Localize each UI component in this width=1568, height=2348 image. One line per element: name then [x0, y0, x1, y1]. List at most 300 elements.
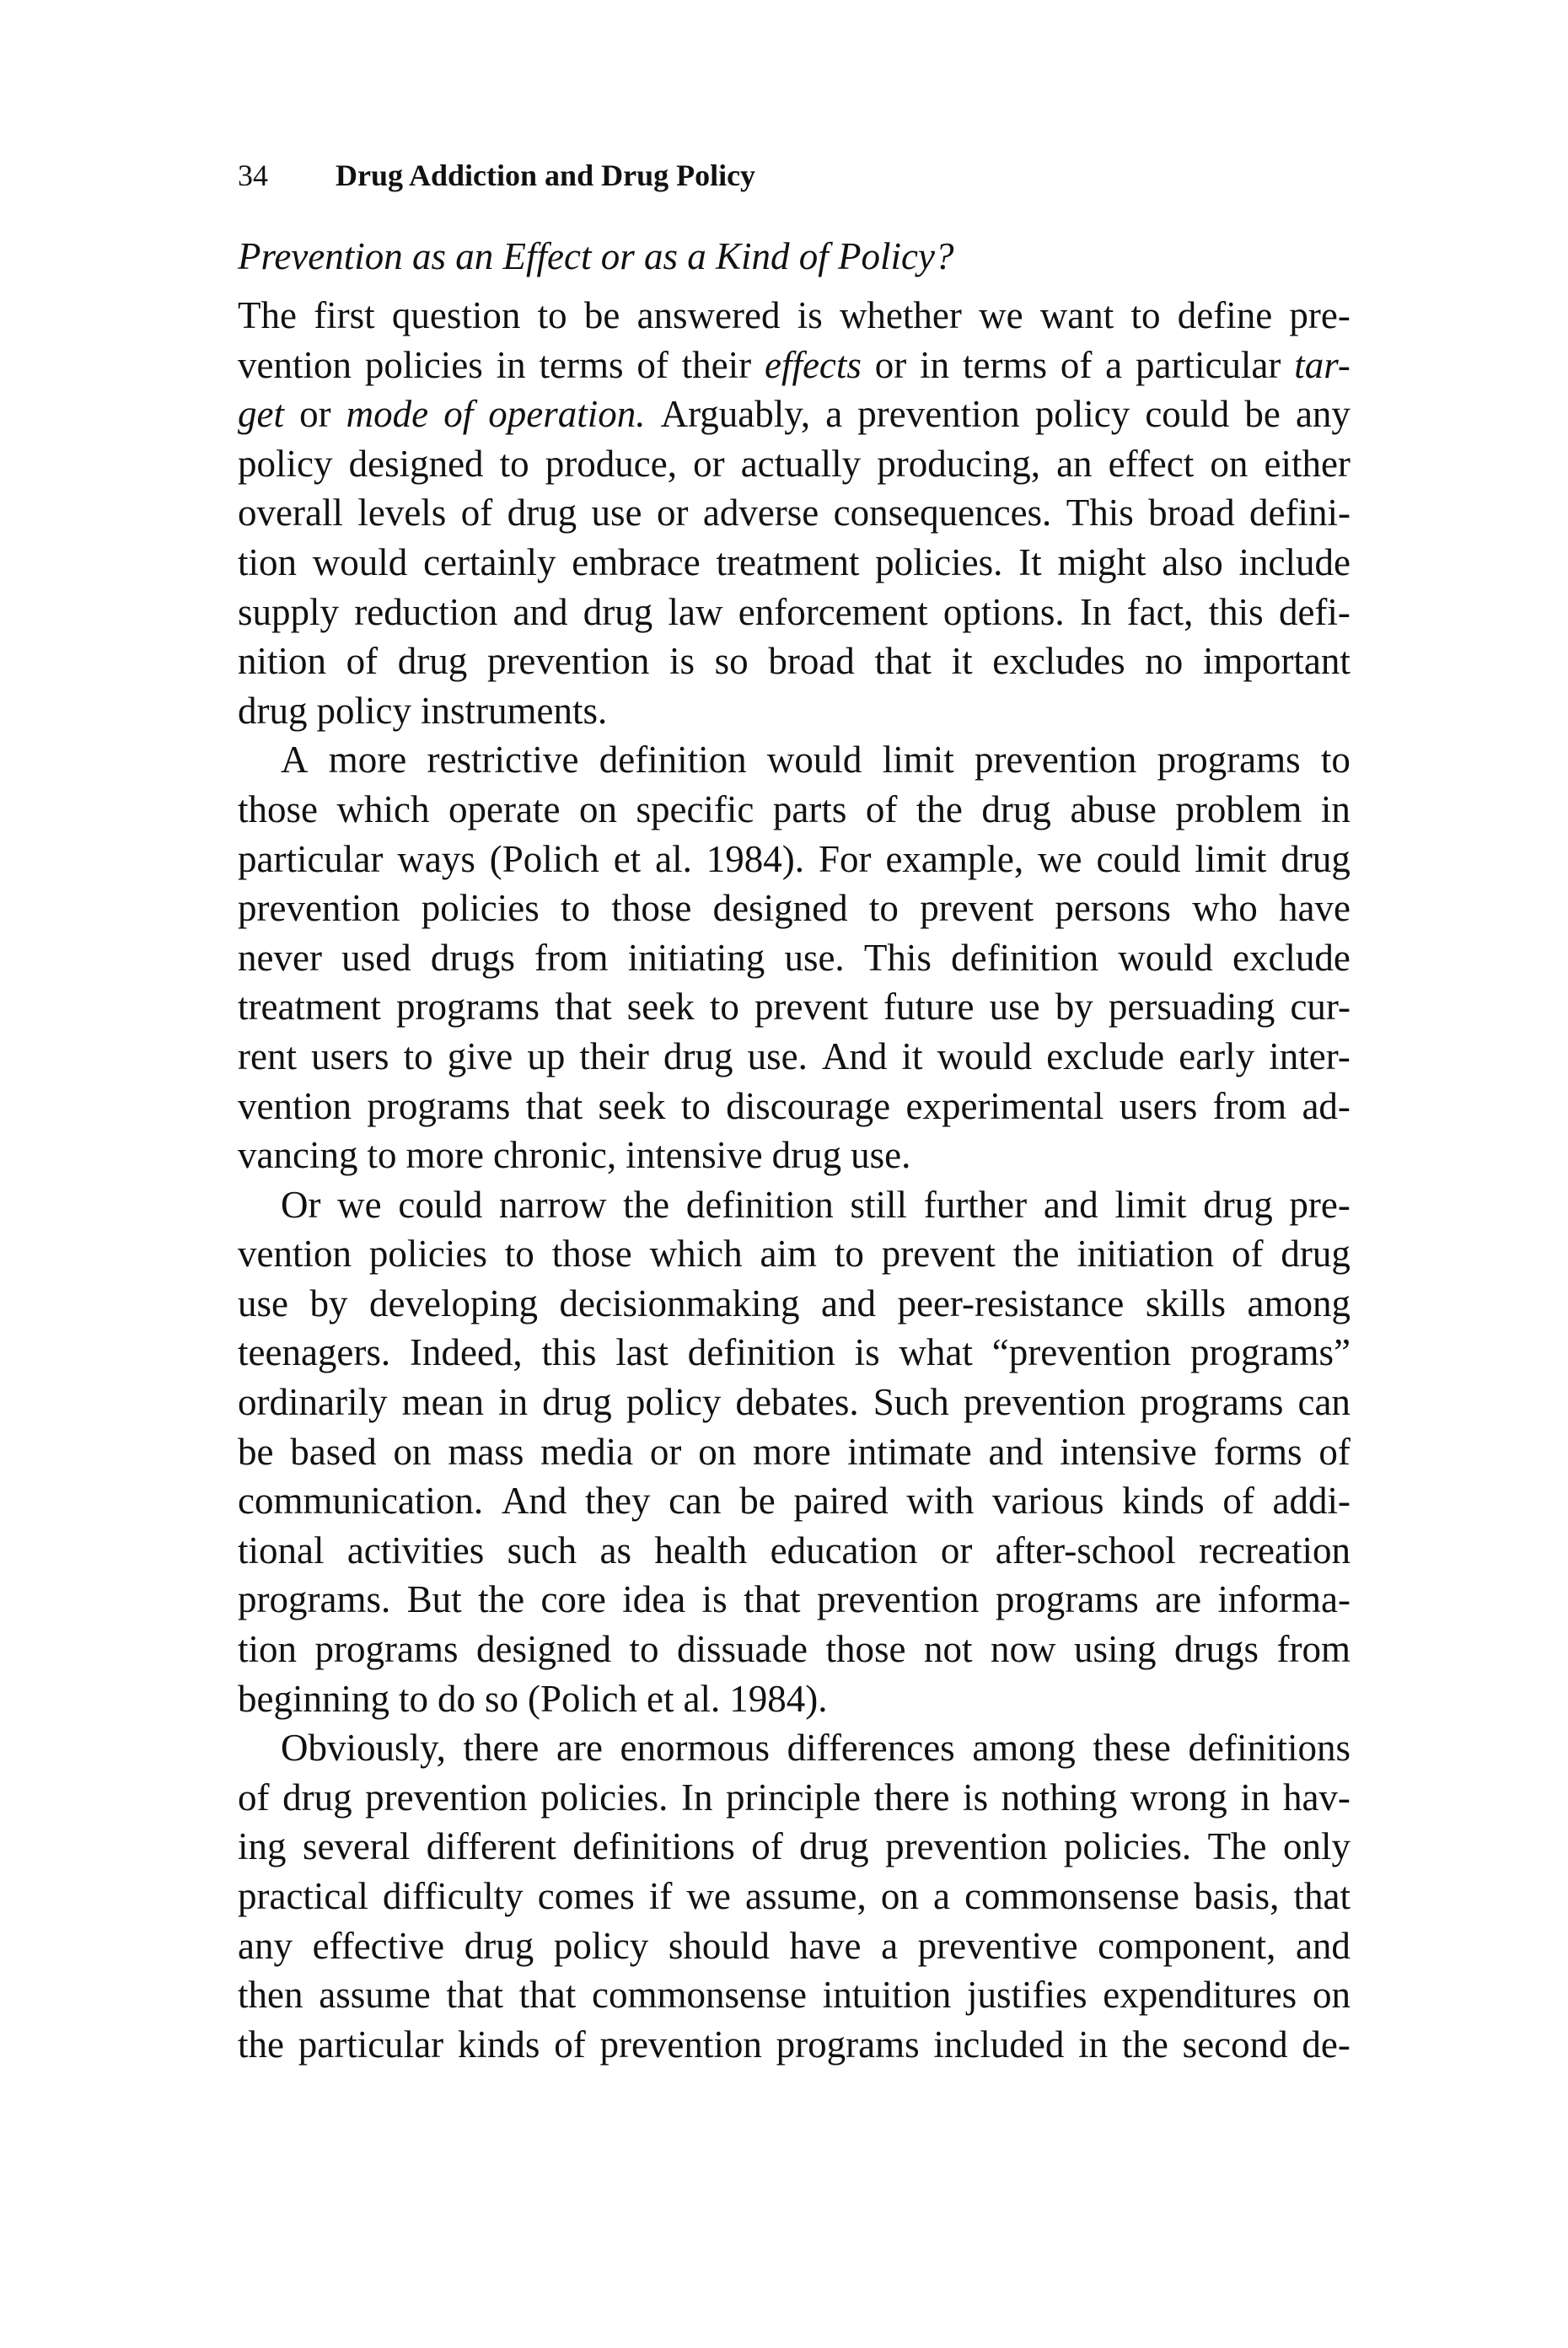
word: education	[770, 1529, 918, 1572]
word: commonsense	[592, 1974, 807, 2017]
text-line	[238, 538, 1351, 588]
paragraph	[238, 291, 1351, 735]
word: cur-	[1290, 986, 1351, 1029]
word: that	[874, 640, 932, 683]
word: their	[681, 343, 752, 386]
word: comes	[537, 1875, 635, 1917]
word: could	[1096, 837, 1181, 880]
word: on	[578, 787, 617, 830]
word: could	[1145, 393, 1230, 436]
word: expenditures	[1103, 1974, 1297, 2017]
word: and	[1295, 1924, 1351, 1967]
word: on	[1312, 1974, 1351, 2017]
word: actually	[740, 442, 862, 485]
word: prevent	[754, 986, 868, 1029]
word: addi-	[1272, 1480, 1351, 1523]
word: several	[302, 1825, 411, 1868]
word: would	[937, 1034, 1033, 1077]
word: so	[714, 640, 749, 683]
word: enormous	[620, 1727, 771, 1770]
word: In	[680, 1776, 713, 1819]
word: al.	[683, 1677, 721, 1720]
emphasis-word: mode	[346, 393, 429, 436]
word: of	[1222, 1480, 1254, 1523]
word: drug	[771, 1134, 842, 1177]
paragraph	[238, 1723, 1351, 2069]
word: wrong	[1130, 1776, 1227, 1819]
word: include	[1238, 540, 1351, 583]
word: excludes	[992, 640, 1125, 683]
paragraph	[238, 735, 1351, 1179]
word: from	[1276, 1628, 1351, 1671]
word: different	[426, 1825, 556, 1868]
word: second	[1182, 2023, 1288, 2066]
word: basis,	[1194, 1875, 1280, 1917]
text-line	[238, 439, 1351, 489]
word: any	[238, 1924, 293, 1967]
word: activities	[346, 1529, 485, 1572]
word: Or	[281, 1183, 321, 1226]
word: narrow	[499, 1183, 607, 1226]
word: what	[899, 1331, 973, 1374]
word: policies.	[875, 540, 1003, 583]
word: drug	[282, 1776, 352, 1819]
word: we	[337, 1183, 382, 1226]
word: prevention	[816, 1578, 980, 1621]
word: ing	[238, 1825, 287, 1868]
word: are	[1155, 1578, 1202, 1621]
word: Arguably,	[660, 393, 811, 436]
word: drugs	[430, 936, 515, 979]
word: core	[540, 1578, 606, 1621]
word: treatment	[716, 540, 860, 583]
word: to	[629, 1628, 659, 1671]
word: more	[405, 1134, 484, 1177]
word: certainly	[423, 540, 556, 583]
word: definitions	[572, 1825, 735, 1868]
text-line	[238, 982, 1351, 1032]
word: who	[1192, 887, 1258, 930]
word: drug	[799, 1825, 869, 1868]
word: parts	[772, 787, 847, 830]
word: It	[1018, 540, 1042, 583]
word: early	[1179, 1034, 1255, 1077]
word: a	[881, 1924, 899, 1967]
word: on	[880, 1875, 919, 1917]
text-line	[238, 1526, 1351, 1576]
body-text	[238, 291, 1351, 2069]
word: policies	[364, 343, 483, 386]
word: chronic,	[492, 1134, 617, 1177]
word: definitions	[1188, 1727, 1351, 1770]
word: the	[478, 1578, 525, 1621]
word: in	[1320, 787, 1351, 830]
word: policy	[238, 442, 333, 485]
word: not	[923, 1628, 973, 1671]
word: For	[818, 837, 872, 880]
word: “prevention	[991, 1331, 1172, 1374]
word: vention	[238, 343, 352, 386]
text-line	[238, 735, 1351, 785]
text-line	[238, 1921, 1351, 1971]
word: either	[1264, 442, 1351, 485]
word: prevention	[963, 1381, 1126, 1424]
word: beginning	[238, 1677, 389, 1720]
word: of	[751, 1825, 783, 1868]
word: preventive	[917, 1924, 1078, 1967]
text-line	[238, 1131, 1351, 1180]
text-line	[238, 1625, 1351, 1674]
word: restrictive	[427, 739, 579, 782]
emphasis-word: of	[443, 393, 474, 436]
word: the	[623, 1183, 670, 1226]
text-line	[238, 1378, 1351, 1427]
word: that	[1293, 1875, 1351, 1917]
word: to	[398, 1677, 428, 1720]
word: a	[1105, 343, 1123, 386]
word: should	[668, 1924, 770, 1967]
word: this	[1208, 590, 1264, 633]
word: hav-	[1282, 1776, 1351, 1819]
word: tion	[238, 1628, 298, 1671]
word: abuse	[1070, 787, 1157, 830]
word: it	[951, 640, 973, 683]
text-line	[238, 1575, 1351, 1625]
word: dissuade	[676, 1628, 808, 1671]
text-line	[238, 488, 1351, 538]
word: drugs	[1173, 1628, 1259, 1671]
word: using	[1073, 1628, 1157, 1671]
word: definition	[685, 1183, 834, 1226]
word: are	[556, 1727, 603, 1770]
text-line	[238, 933, 1351, 983]
word: we	[1038, 837, 1082, 880]
word: broad	[1148, 492, 1235, 535]
page-number: 34	[238, 159, 268, 192]
word: particular	[1135, 343, 1281, 386]
word: law	[668, 590, 723, 633]
word: use.	[851, 1134, 911, 1177]
word: treatment	[238, 986, 381, 1029]
word: is	[701, 1578, 728, 1621]
text-line	[238, 1723, 1351, 1773]
word: particular	[238, 837, 384, 880]
word: (Polich	[489, 837, 599, 880]
word: is	[669, 640, 695, 683]
word: drug	[238, 689, 308, 732]
word: no	[1145, 640, 1184, 683]
word: programs	[995, 1578, 1139, 1621]
word: important	[1202, 640, 1351, 683]
word: This	[863, 936, 932, 979]
word: among	[972, 1727, 1076, 1770]
word: by	[309, 1281, 348, 1324]
word: programs	[776, 2023, 920, 2066]
word: be	[739, 1480, 776, 1523]
text-line	[238, 390, 1351, 439]
word: drug	[981, 787, 1051, 830]
word: of	[1231, 1233, 1264, 1276]
word: In	[1079, 590, 1112, 633]
word: from	[1212, 1084, 1287, 1127]
word: those	[825, 1628, 906, 1671]
word: principle	[726, 1776, 861, 1819]
word: policies	[421, 887, 540, 930]
word: prevention	[238, 887, 400, 930]
text-line	[238, 1773, 1351, 1823]
word: in	[1078, 2023, 1109, 2066]
word: assume	[319, 1974, 431, 2017]
word: informa-	[1217, 1578, 1351, 1621]
word: intensive	[626, 1134, 763, 1177]
word: use	[989, 986, 1040, 1029]
word: intimate	[847, 1430, 972, 1473]
word: and	[513, 590, 568, 633]
text-line	[238, 1229, 1351, 1279]
word: or	[656, 492, 689, 535]
text-line	[238, 884, 1351, 933]
word: pre-	[1289, 294, 1351, 336]
word: question	[391, 294, 521, 336]
word: example,	[885, 837, 1024, 880]
word: definition	[599, 739, 747, 782]
word: programs	[1157, 739, 1301, 782]
word: Such	[873, 1381, 949, 1424]
word: in	[920, 343, 950, 386]
word: (Polich	[528, 1677, 638, 1720]
word: And	[501, 1480, 567, 1523]
word: exclude	[1046, 1034, 1165, 1077]
word: of	[238, 1776, 270, 1819]
word: users	[1119, 1084, 1198, 1127]
word: that	[446, 1974, 503, 2017]
word: is	[797, 294, 823, 336]
word: use.	[784, 936, 845, 979]
emphasis-word: operation.	[488, 393, 646, 436]
word: instruments.	[420, 689, 608, 732]
word: programs	[396, 986, 540, 1029]
word: broad	[768, 640, 855, 683]
word: Indeed,	[410, 1331, 523, 1374]
word: effective	[312, 1924, 445, 1967]
word: defi-	[1278, 590, 1351, 633]
word: with	[906, 1480, 975, 1523]
word: would	[312, 540, 408, 583]
text-line	[238, 785, 1351, 835]
word: on	[698, 1430, 737, 1473]
word: the	[238, 2023, 284, 2066]
word: prevent	[881, 1233, 996, 1276]
word: that	[518, 1974, 577, 2017]
word: drug	[1281, 837, 1351, 880]
word: kinds	[457, 2023, 540, 2066]
word: if	[648, 1875, 673, 1917]
section-heading: Prevention as an Effect or as a Kind of Policy?	[238, 235, 954, 277]
word: of	[1318, 1430, 1351, 1473]
word: supply	[238, 590, 340, 633]
book-title: Drug Addiction and Drug Policy	[336, 159, 756, 192]
word: skills	[1145, 1281, 1226, 1324]
text-line	[238, 1970, 1351, 2020]
word: programs	[1140, 1381, 1284, 1424]
word: initiation	[1077, 1233, 1215, 1276]
word: persons	[1055, 887, 1171, 930]
word: The	[238, 294, 297, 336]
word: produce,	[545, 442, 677, 485]
word: producing,	[877, 442, 1040, 485]
word: mean	[401, 1381, 485, 1424]
word: initiating	[627, 936, 765, 979]
word: et	[647, 1677, 674, 1720]
text-line	[238, 1674, 1351, 1724]
text-line	[238, 686, 1351, 736]
word: drug	[1281, 1233, 1351, 1276]
emphasis-word: get	[238, 393, 284, 436]
word: intuition	[822, 1974, 952, 2017]
word: to	[499, 442, 529, 485]
word: al.	[655, 837, 692, 880]
word: programs	[314, 1628, 459, 1671]
word: do	[438, 1677, 475, 1720]
word: And	[821, 1034, 888, 1077]
word: still	[850, 1183, 908, 1226]
text-line	[238, 1328, 1351, 1378]
word: specific	[636, 787, 754, 830]
word: teenagers.	[238, 1331, 391, 1374]
word: limit	[1195, 837, 1267, 880]
word: then	[238, 1974, 303, 2017]
word: those	[611, 887, 692, 930]
word: to	[709, 986, 739, 1029]
word: last	[615, 1331, 669, 1374]
word: limit	[882, 739, 954, 782]
emphasis-word: effects	[764, 343, 862, 386]
word: prevent	[920, 887, 1034, 930]
word: defini-	[1249, 492, 1351, 535]
word: consequences.	[833, 492, 1052, 535]
word: policies.	[1063, 1825, 1192, 1868]
word: particular	[298, 2023, 444, 2066]
word: in	[498, 1381, 529, 1424]
word: prevention	[885, 1825, 1048, 1868]
word: fact,	[1126, 590, 1194, 633]
word: drug	[464, 1924, 534, 1967]
word: differences	[787, 1727, 955, 1770]
word: ad-	[1302, 1084, 1351, 1127]
text-line	[238, 835, 1351, 884]
word: pre-	[1289, 1183, 1351, 1226]
word: could	[398, 1183, 483, 1226]
word: tion	[238, 540, 298, 583]
word: operate	[448, 787, 561, 830]
word: This	[1066, 492, 1134, 535]
word: answered	[636, 294, 781, 336]
word: the	[916, 787, 963, 830]
word: up	[527, 1034, 566, 1077]
word: which	[336, 787, 430, 830]
word: to	[1320, 739, 1351, 782]
word: to	[680, 1084, 711, 1127]
word: drug	[397, 640, 468, 683]
word: we	[686, 1875, 731, 1917]
text-line	[238, 1872, 1351, 1921]
word: on	[1210, 442, 1248, 485]
emphasis-word: tar-	[1294, 343, 1351, 386]
word: prevention	[599, 2023, 762, 2066]
word: might	[1057, 540, 1146, 583]
word: designed	[348, 442, 484, 485]
word: those	[238, 787, 318, 830]
word: inter-	[1269, 1034, 1351, 1077]
word: in	[496, 343, 526, 386]
word: kinds	[1122, 1480, 1205, 1523]
word: of	[865, 787, 898, 830]
word: of	[460, 492, 493, 535]
word: idea	[622, 1578, 686, 1621]
running-head	[238, 157, 755, 194]
text-line	[238, 1082, 1351, 1131]
word: so	[485, 1677, 519, 1720]
word: to	[403, 1034, 433, 1077]
word: et	[613, 837, 642, 880]
word: used	[341, 936, 411, 979]
word: peer-resistance	[897, 1281, 1125, 1324]
word: first	[314, 294, 375, 336]
word: definition	[951, 936, 1099, 979]
word: there	[873, 1776, 950, 1819]
word: use.	[747, 1034, 808, 1077]
word: can	[1297, 1381, 1351, 1424]
text-line	[238, 2020, 1351, 2070]
word: decisionmaking	[559, 1281, 800, 1324]
text-line	[238, 1822, 1351, 1872]
word: various	[992, 1480, 1104, 1523]
word: vention	[238, 1233, 352, 1276]
word: drug	[1203, 1183, 1273, 1226]
word: want	[1039, 294, 1114, 336]
word: designed	[712, 887, 848, 930]
word: and	[1043, 1183, 1098, 1226]
text-line	[238, 341, 1351, 390]
word: drug	[542, 1381, 612, 1424]
word: to	[367, 1134, 397, 1177]
word: have	[1279, 887, 1351, 930]
word: use	[591, 492, 642, 535]
word: that	[555, 986, 612, 1029]
text-line	[238, 637, 1351, 686]
word: embrace	[572, 540, 701, 583]
word: it	[901, 1034, 923, 1077]
word: have	[789, 1924, 862, 1967]
word: vancing	[238, 1134, 358, 1177]
word: to	[1130, 294, 1161, 336]
word: ordinarily	[238, 1381, 388, 1424]
word: A	[281, 739, 309, 782]
text-line	[238, 1427, 1351, 1477]
word: can	[669, 1480, 722, 1523]
word: options.	[942, 590, 1065, 633]
word: a	[932, 1875, 950, 1917]
word: developing	[369, 1281, 538, 1324]
word: those	[551, 1233, 632, 1276]
word: be	[1244, 393, 1281, 436]
word: debates.	[735, 1381, 859, 1424]
word: be	[238, 1430, 274, 1473]
word: give	[447, 1034, 513, 1077]
word: that	[525, 1084, 583, 1127]
word: drug	[507, 492, 577, 535]
word: paired	[793, 1480, 889, 1523]
